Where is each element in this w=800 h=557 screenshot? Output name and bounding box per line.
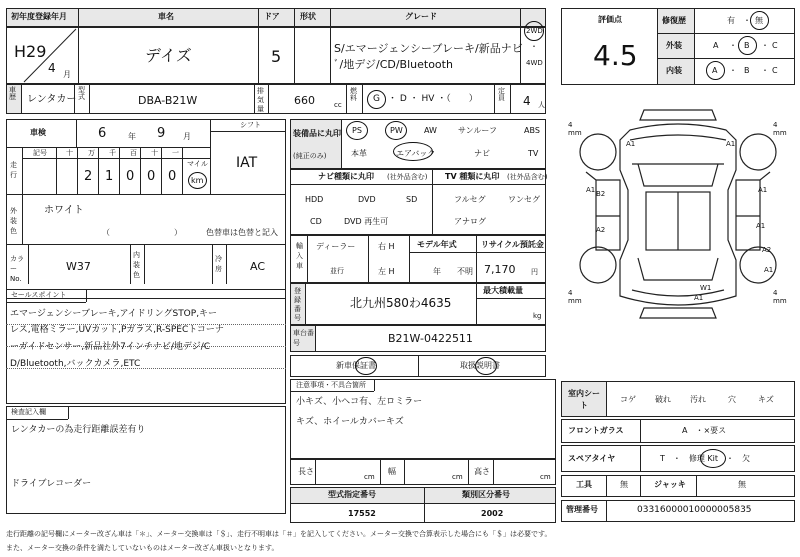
category: 2002 (481, 509, 504, 518)
import-left: 左 H (378, 267, 395, 276)
model-designation: 17552 (348, 509, 376, 518)
width-label: 幅 (388, 467, 396, 476)
navi-sub: (社外品含む) (387, 173, 428, 181)
svg-text:mm: mm (568, 297, 582, 305)
navi-dvd: DVD (358, 195, 376, 204)
svg-text:mm: mm (773, 297, 787, 305)
digit-3: 0 (126, 169, 135, 184)
interior-sheet-label: 室内シート (568, 389, 600, 410)
drive-4wd: 4WD (526, 59, 543, 67)
footer-line2: また、メーター交換の条件を満たしていないものはメーター改ざん車扱いとなります。 (6, 544, 279, 552)
colorno-value: W37 (66, 260, 91, 273)
km-label: km (191, 176, 204, 185)
inspection-month-unit: 月 (183, 132, 191, 141)
doors: 5 (271, 47, 282, 66)
digit-label-2: 千 (109, 149, 116, 157)
sales-line-3: ーガイドセンサー,新品社外7インチナビ/地デジ/C (10, 342, 211, 352)
cc-unit: cc (334, 101, 342, 109)
ext-color-value: ホワイト (44, 205, 84, 216)
digit-label-0: 十 (66, 149, 73, 157)
inspector-line2: ドライブレコーダー (11, 479, 92, 489)
import-dealer: ディーラー (316, 242, 356, 251)
spare-tire-label: スペアタイヤ (568, 454, 616, 463)
shape-label: 形状 (300, 12, 316, 21)
capacity-unit: 人 (538, 101, 545, 109)
recycle-value: 7,170 (484, 263, 516, 276)
equip-tv: TV (528, 149, 539, 158)
notes-label: 注意事項・不具合箇所 (296, 381, 366, 389)
tools-label: 工具 (576, 480, 592, 489)
navi-sd: SD (406, 195, 418, 204)
first-reg-label: 初年度登録年月 (11, 12, 67, 21)
equipment-label: 装備品に丸印 (293, 129, 341, 138)
length-label: 長さ (298, 467, 314, 476)
usage-value: レンタカー (27, 94, 77, 105)
svg-text:mm: mm (773, 129, 787, 137)
svg-text:A2: A2 (596, 226, 606, 234)
digit-label-5: 一 (172, 149, 179, 157)
spare-tire-value: T ・ 修理 Kit ・ 欠 (660, 454, 751, 463)
tire-rl: 4 (568, 289, 573, 297)
mgmt-label: 管理番号 (566, 505, 598, 514)
plate-label: 登録番号 (294, 287, 301, 322)
drive-2wd: 2WD (526, 27, 543, 35)
equip-airbag: エアバック (396, 149, 436, 158)
sales-line-2: レス,電格ミラー,UVカット,Pガラス,R-SPECトコーナ (10, 325, 224, 335)
inspection-year-unit: 年 (128, 132, 136, 141)
repair-sep: ・ (743, 16, 751, 25)
car-diagram (560, 100, 796, 370)
ac-value: AC (250, 260, 266, 273)
jack-value: 無 (738, 480, 746, 489)
tire-fr: 4 (773, 121, 778, 129)
svg-text:A1: A1 (764, 266, 774, 274)
shift-label: シフト (240, 121, 261, 129)
plate-value: 北九州580わ4635 (350, 296, 452, 310)
height-label: 高さ (474, 467, 490, 476)
fuel-g: G (373, 94, 380, 104)
svg-text:A1: A1 (586, 186, 596, 194)
navi-hdd: HDD (305, 195, 324, 204)
mile-label: マイル (187, 160, 208, 168)
reg-month: 4 (48, 61, 56, 75)
svg-text:A1: A1 (694, 294, 704, 302)
inspection-label: 車検 (30, 128, 46, 137)
equip-ps: PS (352, 126, 362, 135)
shift-value: IAT (236, 155, 258, 171)
tools-value: 無 (620, 480, 628, 489)
sheet-koge: コゲ (620, 395, 636, 404)
grade-label: グレード (405, 12, 437, 21)
repair-yes: 有 (727, 16, 735, 25)
svg-text:A2: A2 (762, 246, 772, 254)
score-value: 4.5 (593, 39, 638, 72)
equip-leather: 本革 (351, 149, 367, 158)
mileage-kigou: 記号 (33, 149, 47, 157)
sheet-yogore: 汚れ (690, 395, 706, 404)
exterior-label: 外装 (666, 41, 682, 50)
kg-unit: kg (533, 312, 542, 320)
ext-b: B (744, 41, 750, 50)
tv-sub: (社外品含む) (507, 173, 548, 181)
car-name: デイズ (145, 46, 192, 65)
max-load-label: 最大積載量 (483, 286, 523, 295)
sheet-yabure: 破れ (655, 395, 671, 404)
manual-label: 取扱説明書 (460, 361, 500, 370)
int-sep2: ・ (761, 66, 769, 75)
interior-label: 内装 (666, 66, 682, 75)
digit-2: 1 (105, 169, 114, 184)
recycle-unit: 円 (531, 268, 538, 276)
digit-5: 0 (168, 169, 177, 184)
usage-label: 車歴 (9, 86, 16, 101)
warranty-label: 新車保証書 (336, 361, 376, 370)
svg-text:A1: A1 (626, 140, 636, 148)
reg-year: H29 (14, 42, 47, 61)
equip-pw: PW (390, 126, 403, 135)
import-label: 輸入車 (296, 242, 303, 270)
digit-1: 2 (84, 169, 93, 184)
sheet-kizu: キズ (758, 395, 774, 404)
grade-line2: ﾞ/地デジ/CD/Bluetooth (334, 58, 453, 71)
fuel-label: 燃料 (350, 87, 357, 102)
repair-label: 修復歴 (662, 16, 686, 25)
ext-sep1: ・ (729, 41, 737, 50)
inspector-line1: レンタカーの為走行距離誤差有り (11, 425, 146, 435)
tv-analog: アナログ (454, 217, 486, 226)
model-value: DBA-B21W (138, 94, 198, 107)
capacity: 4 (523, 94, 531, 108)
chassis-label: 車台番号 (293, 329, 314, 347)
interior-color-label: 内装色 (133, 251, 140, 279)
int-b: B (744, 66, 750, 75)
svg-text:A1: A1 (756, 222, 766, 230)
int-c: C (772, 66, 778, 75)
digit-label-3: 百 (130, 149, 137, 157)
ext-color-paren: （ ） (102, 228, 182, 237)
svg-text:mm: mm (568, 129, 582, 137)
ext-c: C (772, 41, 778, 50)
tv-label: TV 種類に丸印 (445, 172, 500, 181)
front-glass-value: A ・×要ス (682, 426, 727, 435)
length-unit: cm (364, 473, 375, 481)
height-unit: cm (540, 473, 551, 481)
ext-sep2: ・ (761, 41, 769, 50)
inspection-year: 6 (98, 126, 107, 141)
ext-color-note: 色替車は色替と記入 (206, 228, 278, 237)
sales-label: セールスポイント (11, 291, 67, 299)
digit-label-4: 十 (151, 149, 158, 157)
navi-cd: CD (310, 217, 322, 226)
svg-text:W1: W1 (700, 284, 712, 292)
reg-month-unit: 月 (63, 70, 71, 79)
svg-text:B2: B2 (596, 190, 606, 198)
sales-line-4: D/Bluetooth,バックカメラ,ETC (10, 359, 141, 369)
int-sep1: ・ (729, 66, 737, 75)
tv-fullseg: フルセグ (454, 195, 486, 204)
model-year-unit: 年 (433, 267, 441, 276)
ext-color-label: 外装色 (10, 207, 17, 235)
footer-line1: 走行距離の記号欄にメーター改ざん車は「＊」、メーター交換車は「＄」、走行不明車は「＃」を記入してください。メーター交換で合算表示した場合にも「＄」は必要です。 (6, 530, 552, 538)
import-parallel: 並行 (330, 267, 344, 275)
svg-text:A1: A1 (758, 186, 768, 194)
repair-no: 無 (755, 16, 763, 25)
model-label: 型式 (78, 86, 85, 101)
equip-sunroof: サンルーフ (458, 126, 497, 135)
recycle-label: リサイクル預託金 (481, 240, 544, 249)
colorno-label: カラーNo. (10, 255, 24, 283)
score-label: 評価点 (598, 15, 622, 24)
car-name-label: 車名 (158, 12, 174, 21)
mgmt-value: 03316000010000005835 (637, 505, 752, 515)
capacity-label: 定員 (498, 87, 505, 102)
int-a: A (712, 66, 718, 75)
model-year-value: 不明 (457, 267, 473, 276)
category-label: 類別区分番号 (462, 490, 510, 499)
model-designation-label: 型式指定番号 (328, 490, 376, 499)
ext-a: A (713, 41, 719, 50)
grade-line1: S/エマージェンシーブレーキ/新品ナビ (334, 42, 523, 55)
sales-line-1: エマージェンシーブレーキ,アイドリングSTOP,キー (10, 309, 218, 319)
width-unit: cm (452, 473, 463, 481)
equip-aw: AW (424, 126, 437, 135)
import-right: 右 H (378, 242, 395, 251)
inspector-label: 検査記入欄 (11, 408, 46, 416)
door-label: ドア (264, 12, 280, 21)
notes-line1: 小キズ、小ヘコ有、左ロミラー (296, 397, 423, 407)
svg-text:A1: A1 (726, 140, 736, 148)
digit-label-1: 万 (88, 149, 95, 157)
notes-line2: キズ、ホイールカバーキズ (296, 417, 404, 427)
tire-rr: 4 (773, 289, 778, 297)
fuel-rest: ・ D ・ HV ・（ ） (388, 94, 478, 104)
navi-label: ナビ種類に丸印 (318, 172, 374, 181)
inspection-month: 9 (157, 126, 166, 141)
equip-abs: ABS (524, 126, 540, 135)
digit-4: 0 (147, 169, 156, 184)
front-glass-label: フロントガラス (568, 426, 624, 435)
tire-fl: 4 (568, 121, 573, 129)
ac-label: 冷房 (215, 255, 222, 273)
displacement-label: 排気量 (257, 87, 264, 113)
displacement: 660 (294, 94, 315, 107)
mileage-label: 走行 (10, 161, 17, 179)
tv-oneseg: ワンセグ (508, 195, 540, 204)
model-year-label: モデル年式 (417, 240, 457, 249)
chassis-value: B21W-0422511 (388, 332, 473, 345)
equip-navi: ナビ (474, 149, 490, 158)
equipment-sub: (純正のみ) (293, 152, 327, 160)
drive-sep: ・ (530, 42, 538, 51)
sheet-ana: 穴 (728, 395, 736, 404)
navi-dvd-play: DVD 再生可 (344, 217, 389, 226)
jack-label: ジャッキ (654, 480, 686, 489)
